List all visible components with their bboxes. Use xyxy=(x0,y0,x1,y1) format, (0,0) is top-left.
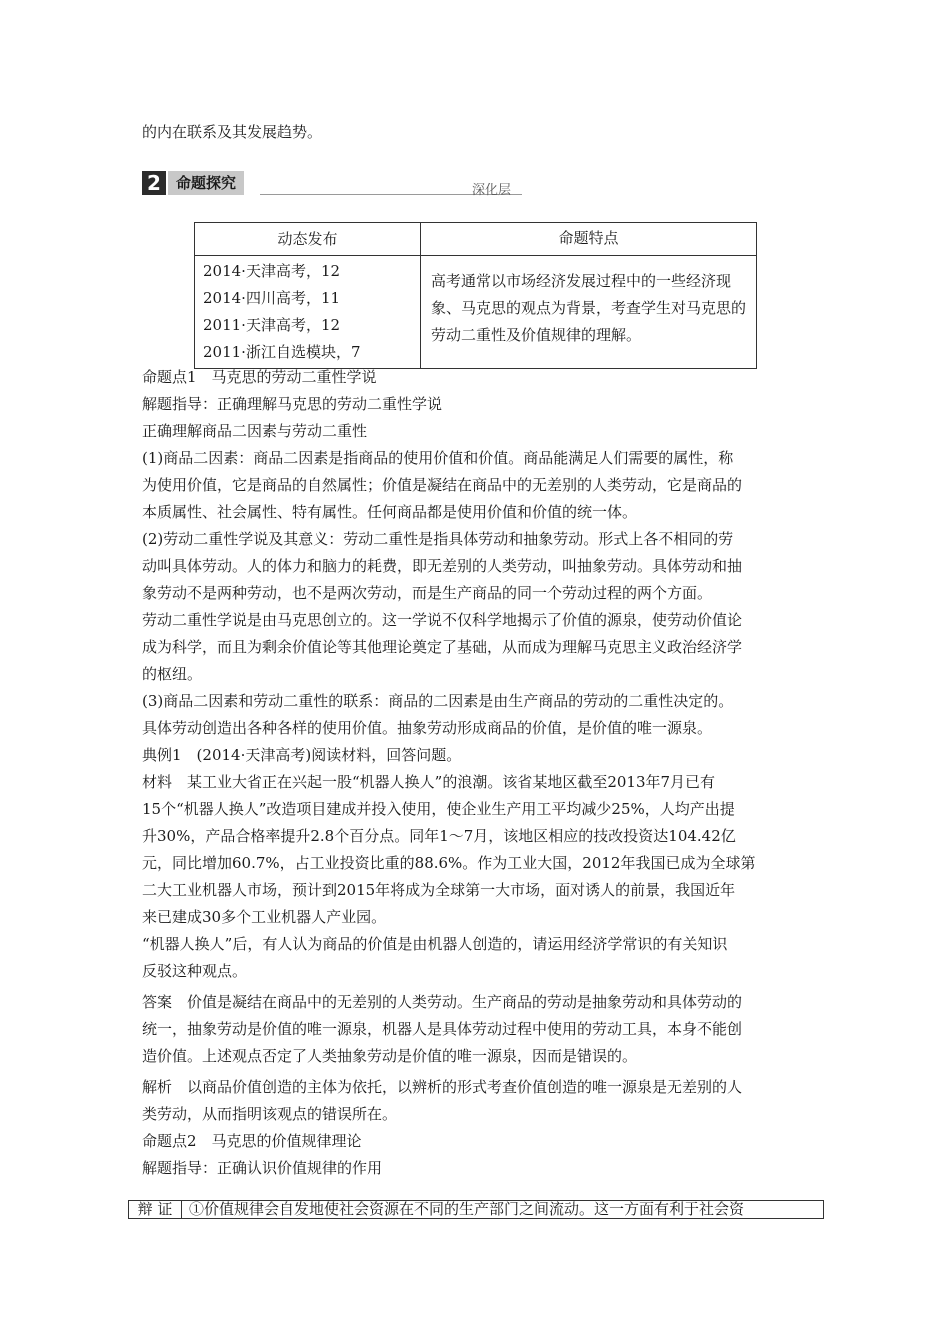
text-line: 升30%，产品合格率提升2.8个百分点。同年1～7月，该地区相应的技改投资达104.42亿 xyxy=(142,827,736,845)
text-line: 劳动二重性学说是由马克思创立的。这一学说不仅科学地揭示了价值的源泉，使劳动价值论 xyxy=(142,611,743,629)
exam-list-cell xyxy=(195,256,421,369)
text-line: 具体劳动创造出各种各样的使用价值。抽象劳动形成商品的价值，是价值的唯一源泉。 xyxy=(142,719,713,737)
text-line: 正确理解商品二因素与劳动二重性 xyxy=(142,422,368,440)
exam-info-table xyxy=(194,222,757,369)
text-line: 类劳动，从而指明该观点的错误所在。 xyxy=(142,1105,398,1123)
text-line: (1)商品二因素：商品二因素是指商品的使用价值和价值。商品能满足人们需要的属性，称 xyxy=(142,449,734,467)
text-line: (3)商品二因素和劳动二重性的联系：商品的二因素是由生产商品的劳动的二重性决定的。 xyxy=(142,692,734,710)
text-line: 象劳动不是两种劳动，也不是两次劳动，而是生产商品的同一个劳动过程的两个方面。 xyxy=(142,584,713,602)
table-header-right: 命题特点 xyxy=(421,223,757,256)
text-line: 为使用价值，它是商品的自然属性；价值是凝结在商品中的无差别的人类劳动，它是商品的 xyxy=(142,476,743,494)
text-line: 答案 价值是凝结在商品中的无差别的人类劳动。生产商品的劳动是抽象劳动和具体劳动的 xyxy=(142,993,743,1011)
text-line: (2)劳动二重性学说及其意义：劳动二重性是指具体劳动和抽象劳动。形式上各不相同的劳 xyxy=(142,530,734,548)
dialectic-tag: 辩 证 xyxy=(129,1201,182,1218)
text-line: 来已建成30多个工业机器人产业园。 xyxy=(142,908,387,926)
exam-item: 2014·四川高考，11 xyxy=(203,289,341,307)
section-number: 2 xyxy=(142,171,166,195)
text-line: 本质属性、社会属性、特有属性。任何商品都是使用价值和价值的统一体。 xyxy=(142,503,638,521)
text-line: 反驳这种观点。 xyxy=(142,962,248,980)
dialectic-box xyxy=(128,1200,824,1219)
text-line: 15个“机器人换人”改造项目建成并投入使用，使企业生产用工平均减少25%，人均产出提 xyxy=(142,800,735,818)
text-line: 成为科学，而且为剩余价值论等其他理论奠定了基础，从而成为理解马克思主义政治经济学 xyxy=(142,638,743,656)
text-line: 元，同比增加60.7%，占工业投资比重的88.6%。作为工业大国，2012年我国已成为全球第 xyxy=(142,854,756,872)
exam-item: 2011·天津高考，12 xyxy=(203,316,341,334)
text-line: 命题点1 马克思的劳动二重性学说 xyxy=(142,368,377,386)
text-line: 的内在联系及其发展趋势。 xyxy=(142,123,323,141)
dialectic-text: ①价值规律会自发地使社会资源在不同的生产部门之间流动。这一方面有利于社会资 xyxy=(189,1200,745,1218)
text-line: 解题指导：正确认识价值规律的作用 xyxy=(142,1159,383,1177)
text-line: 动叫具体劳动。人的体力和脑力的耗费，即无差别的人类劳动，叫抽象劳动。具体劳动和抽 xyxy=(142,557,743,575)
text-line: 的枢纽。 xyxy=(142,665,203,683)
table-header-left: 动态发布 xyxy=(195,223,421,256)
section-header xyxy=(142,171,522,197)
text-line: 命题点2 马克思的价值规律理论 xyxy=(142,1132,362,1150)
text-line: 解析 以商品价值创造的主体为依托，以辨析的形式考查价值创造的唯一源泉是无差别的人 xyxy=(142,1078,743,1096)
text-line: “机器人换人”后，有人认为商品的价值是由机器人创造的，请运用经济学常识的有关知识 xyxy=(142,935,728,953)
section-title: 命题探究 xyxy=(168,171,244,195)
text-line: 二大工业机器人市场，预计到2015年将成为全球第一大市场，面对诱人的前景，我国近年 xyxy=(142,881,736,899)
section-layer-label: 深化层 xyxy=(472,183,512,198)
text-line: 材料 某工业大省正在兴起一股“机器人换人”的浪潮。该省某地区截至2013年7月已有 xyxy=(142,773,716,791)
feature-desc-cell: 高考通常以市场经济发展过程中的一些经济现象、马克思的观点为背景，考查学生对马克思的劳动二重性及价值规律的理解。 xyxy=(421,256,757,369)
exam-item: 2011·浙江自选模块，7 xyxy=(203,343,361,361)
text-line: 造价值。上述观点否定了人类抽象劳动是价值的唯一源泉，因而是错误的。 xyxy=(142,1047,638,1065)
exam-item: 2014·天津高考，12 xyxy=(203,262,341,280)
text-line: 典例1 (2014·天津高考)阅读材料，回答问题。 xyxy=(142,746,462,764)
text-line: 解题指导：正确理解马克思的劳动二重性学说 xyxy=(142,395,443,413)
text-line: 统一，抽象劳动是价值的唯一源泉，机器人是具体劳动过程中使用的劳动工具，本身不能创 xyxy=(142,1020,743,1038)
